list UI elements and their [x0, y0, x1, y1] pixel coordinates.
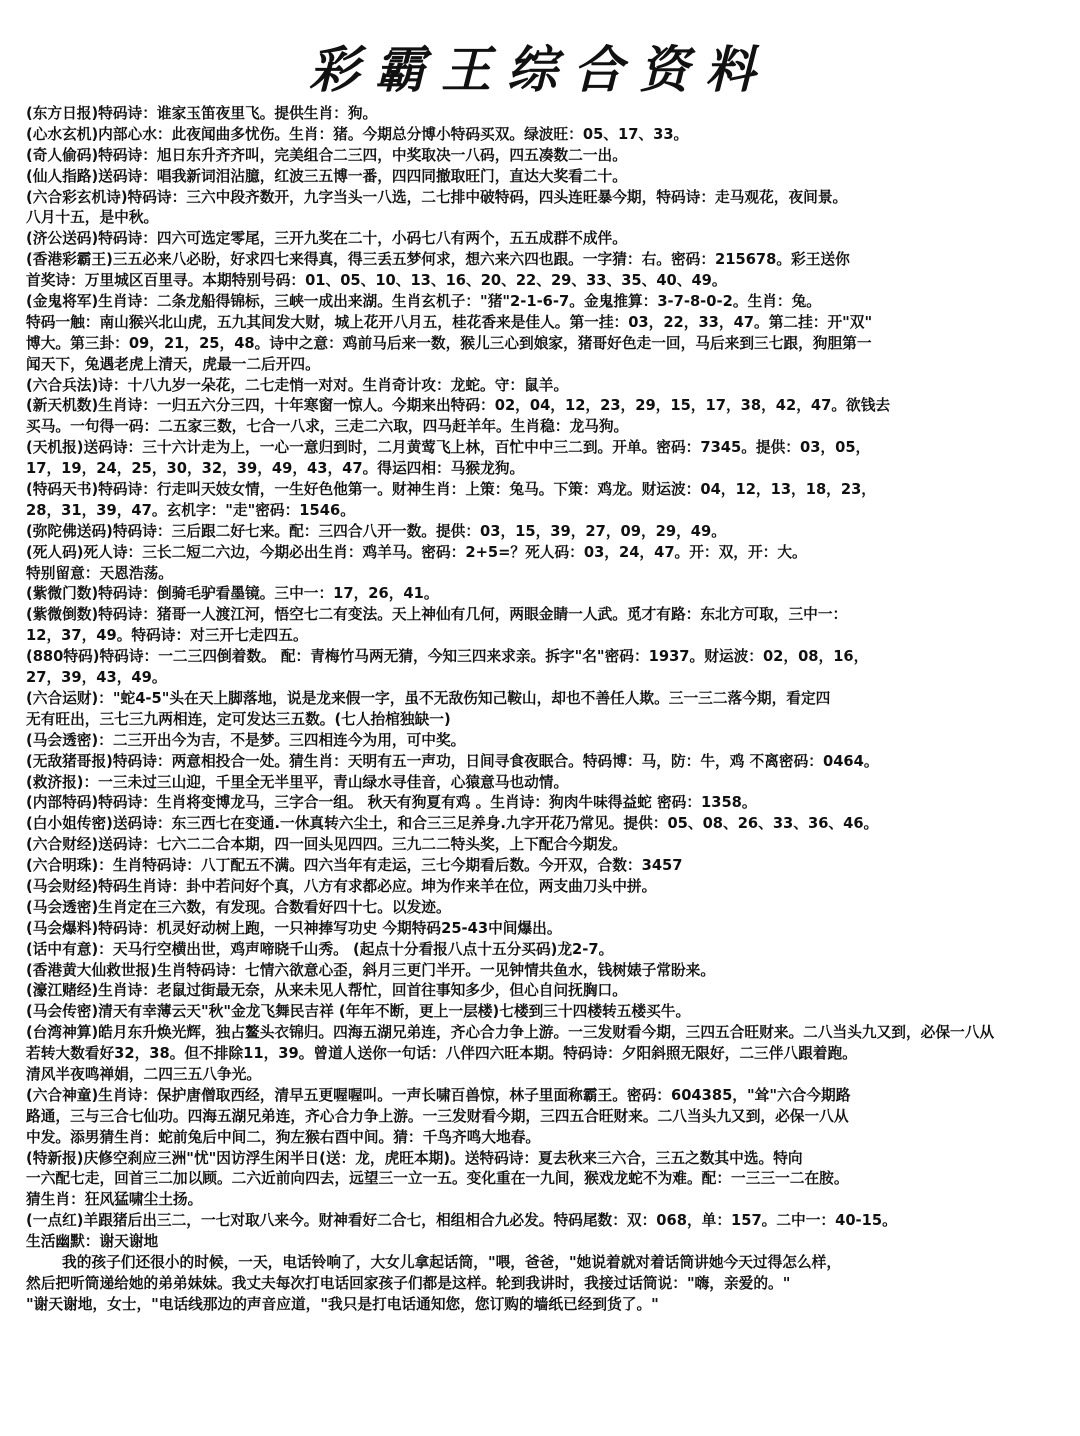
text-line: (马会爆料)特码诗：机灵好动树上跑，一只神捧写功史 今期特码25-43中间爆出。 — [26, 919, 562, 937]
text-line: (弥陀佛送码)特码诗：三后跟二好七来。配：三四合八开一数。提供：03，15，39，27，09，29，49。 — [26, 522, 726, 540]
text-line: (880特码)特码诗：一二三四倒着数。 配：青梅竹马两无猜，今知三四来求亲。拆字"名"密码：1937。财运波：02，08，16， — [26, 648, 869, 666]
text-line: (六合财经)送码诗：七六二二合本期，四一回头见四四。三九二二特头奖，上下配合今期发。 — [26, 836, 627, 854]
text-line: 清风半夜鸣禅娟，二四三五八争光。 — [26, 1065, 262, 1083]
story-line: "谢天谢地，女士，"电话线那边的声音应道，"我只是打电话通知您，您订购的墙纸已经到货了。" — [26, 1295, 659, 1313]
text-line: (六合明珠)：生肖特码诗：八丁配五不满。四六当年有走运，三七今期看后数。今开双，合数：3457 — [26, 857, 683, 875]
text-line: (六合运财)："蛇4-5"头在天上脚落地，说是龙来假一字，虽不无敌伤知己鞍山，却也不善任人欺。三一三二落今期，看定四 — [26, 689, 831, 707]
text-line: (紫微倒数)特码诗：猪哥一人渡江河，悟空七二有变法。天上神仙有几何，两眼金睛一人武。觅才有路：东北方可取，三中一： — [26, 606, 848, 624]
text-line: (新天机数)生肖诗：一归五六分三四，十年寒窗一惊人。今期来出特码：02，04，12，23，29，15，17，38，42，47。欲钱去 — [26, 397, 891, 415]
text-line: 27，39，43，49。 — [26, 669, 167, 687]
text-line: 买马。一句得一码：二五家三数，七合一八求，三走二六取，四马赶羊年。生肖稳：龙马狗。 — [26, 418, 629, 436]
text-line: (一点红)羊跟猪后出三二，一七对取八来今。财神看好二合七，相组相合九必发。特码尾数：双：068，单：157。二中一：40-15。 — [26, 1212, 897, 1230]
text-line: (仙人指路)送码诗：唱我新词泪沾臆，红波三五博一番，四四同撤取旺门，直达大奖看二十。 — [26, 167, 627, 185]
text-line: 17，19，24，25，30，32，39，49，43，47。得运四相：马猴龙狗。 — [26, 460, 525, 478]
text-line: (马会传密)清天有幸薄云天"秋"金龙飞舞民吉祥 (年年不断，更上一层楼)七楼到三十四楼转五楼买牛。 — [26, 1003, 691, 1021]
text-line: 路通，三与三合七仙功。四海五湖兄弟连，齐心合力争上游。一三发财看今期，三四五合旺财来。二八当头九又到，必保一八从 — [26, 1107, 849, 1125]
story-line: 我的孩子们还很小的时候，一天，电话铃响了，大女儿拿起话筒，"喂，爸爸，"她说着就对着话筒讲她今天过得怎么样， — [62, 1253, 842, 1271]
text-line: (心水玄机)内部心水：此夜闻曲多忧伤。生肖：猪。今期总分博小特码买双。绿波旺：05、17、33。 — [26, 125, 689, 143]
text-line: (六合彩玄机诗)特码诗：三六中段齐数开，九字当头一八选，二七排中破特码，四头连旺暴今期，特码诗：走马观花，夜间景。 — [26, 188, 848, 206]
text-line: (济公送码)特码诗：四六可选定零尾，三开九奖在二十，小码七八有两个，五五成群不成伴。 — [26, 230, 627, 248]
text-line: 八月十五，是中秋。 — [26, 209, 159, 227]
text-line: (马会透密)：二三开出今为吉，不是梦。三四相连今为用，可中奖。 — [26, 731, 466, 749]
text-line: (死人码)死人诗：三长二短二六边，今期必出生肖：鸡羊马。密码：2+5=？死人码：03，24，47。开：双，开：大。 — [26, 543, 807, 561]
text-line: (天机报)送码诗：三十六计走为上，一心一意归到时，二月黄莺飞上林，百忙中中三二到。开单。密码：7345。提供：03，05， — [26, 439, 871, 457]
text-line: (金鬼将军)生肖诗：二条龙船得锦标，三峡一成出来湖。生肖玄机子："猪"2-1-6-7。金鬼推算：3-7-8-0-2。生肖：兔。 — [26, 293, 821, 311]
text-line: (台湾神算)皓月东升焕光辉，独占鳌头衣锦归。四海五湖兄弟连，齐心合力争上游。一三发财看今期，三四五合旺财来。二八当头九又到，必保一八从 — [26, 1024, 995, 1042]
text-line: (香港黄大仙救世报)生肖特码诗：七情六欲意心歪，斜月三更门半开。一见钟情共鱼水，钱树婊子常盼来。 — [26, 961, 716, 979]
text-line: (无敌猪哥报)特码诗：两意相投合一处。猜生肖：天明有五一声功，日间寻食夜眠合。特码博：马，防：牛，鸡 不离密码：0464。 — [26, 752, 879, 770]
text-line: 28，31，39，47。玄机字："走"密码：1546。 — [26, 501, 355, 519]
text-line: (马会财经)特码生肖诗：卦中若问好个真，八方有求都必应。坤为作来羊在位，两支曲刀头中拼。 — [26, 877, 657, 895]
text-line: (奇人偷码)特码诗：旭日东升齐齐叫，完美组合二三四，中奖取决一八码，四五凑数二一出。 — [26, 146, 627, 164]
article-body — [26, 104, 1060, 1316]
text-line: 猜生肖：狂风猛啸尘土扬。 — [26, 1191, 203, 1209]
text-line: (内部特码)特码诗：生肖将变博龙马，三字合一组。 秋天有狗夏有鸡 。生肖诗：狗肉牛味得益蛇 密码：1358。 — [26, 794, 757, 812]
text-line: (六合神童)生肖诗：保护唐僧取西经，清早五更喔喔叫。一声长啸百兽惊，林子里面称霸王。密码：604385，"耸"六合今期路 — [26, 1086, 851, 1104]
text-line: (六合兵法)诗：十八九岁一朵花，二七走悄一对对。生肖奇计攻：龙蛇。守：鼠羊。 — [26, 376, 569, 394]
text-line: 博大。第三卦：09，21，25，48。诗中之意：鸡前马后来一数，猴儿三心到娘家，猪哥好色走一回，马后来到三七跟，狗胆第一 — [26, 334, 872, 352]
text-line: (救济报)：一三未过三山迎，千里全无半里平，青山绿水寻佳音，心猿意马也动情。 — [26, 773, 569, 791]
page-title: 彩霸王综合资料 — [309, 40, 771, 99]
text-line: 无有旺出，三七三九两相连，定可发达三五数。(七人抬棺独缺一) — [26, 710, 451, 728]
text-line: (东方日报)特码诗：谁家玉笛夜里飞。提供生肖：狗。 — [26, 105, 378, 122]
story-line: 然后把听筒递给她的弟弟妹妹。我丈夫每次打电话回家孩子们都是这样。轮到我讲时，我接过话筒说："嗨，亲爱的。" — [26, 1274, 791, 1292]
text-line: (马会透密)生肖定在三六数，有发现。合数看好四十七。以发迹。 — [26, 898, 451, 916]
text-line: 特别留意：天恩浩荡。 — [26, 564, 173, 582]
text-line: 若转大数看好32，38。但不排除11，39。曾道人送你一句话：八伴四六旺本期。特码诗：夕阳斜照无限好，二三伴八跟着跑。 — [26, 1045, 857, 1063]
text-line: (白小姐传密)送码诗：东三西七在变通.一休真转六尘土，和合三三足养身.九字开花乃常见。提供：05、08、26、33、36、46。 — [26, 815, 879, 833]
text-line: (特新报)庆修空刹应三洲"忧"因访浮生闲半日(送：龙，虎旺本期)。送特码诗：夏去秋来三六合，三五之数其中选。特向 — [26, 1149, 803, 1167]
text-line: 生活幽默：谢天谢地 — [26, 1233, 159, 1251]
text-line: 中发。添男猜生肖：蛇前兔后中间二，狗左猴右酉中间。猜：千鸟齐鸣大地春。 — [26, 1128, 541, 1146]
text-line: 一六配七走，回首三二加以顾。二六近前向四去，远望三一立一五。变化重在一九间，猴戏龙蛇不为难。配：一三三一二在胺。 — [26, 1170, 849, 1188]
text-line: 特码一触：南山猴兴北山虎，五九其间发大财，城上花开八月五，桂花香来是佳人。第一挂：03，22，33，47。第二挂：开"双" — [26, 313, 873, 331]
text-line: 闻天下，兔遇老虎上清天，虎最一二后开四。 — [26, 355, 320, 373]
text-line: 首奖诗：万里城区百里寻。本期特别号码：01、05、10、13、16、20、22、29、33、35、40、49。 — [26, 272, 727, 290]
text-line: (紫微门数)特码诗：倒骑毛驴看墨镜。三中一：17，26，41。 — [26, 585, 439, 603]
text-line: (特码天书)特码诗：行走叫天妓女情，一生好色他第一。财神生肖：上策：兔马。下策：鸡龙。财运波：04，12，13，18，23， — [26, 481, 876, 499]
text-line: (濠江赌经)生肖诗：老鼠过街最无奈，从来未见人帮忙，回首往事知多少，但心自问抚胸口。 — [26, 982, 627, 1000]
text-line: 12，37，49。特码诗：对三开七走四五。 — [26, 627, 308, 645]
text-line: (香港彩霸王)三五必来八必盼，好求四七来得真，得三丢五梦何求，想六来六四也跟。一字猜：右。密码：215678。彩王送你 — [26, 251, 850, 269]
text-line: (话中有意)：天马行空横出世，鸡声啼晓千山秀。 (起点十分看报八点十五分买码)龙2-7。 — [26, 940, 614, 958]
